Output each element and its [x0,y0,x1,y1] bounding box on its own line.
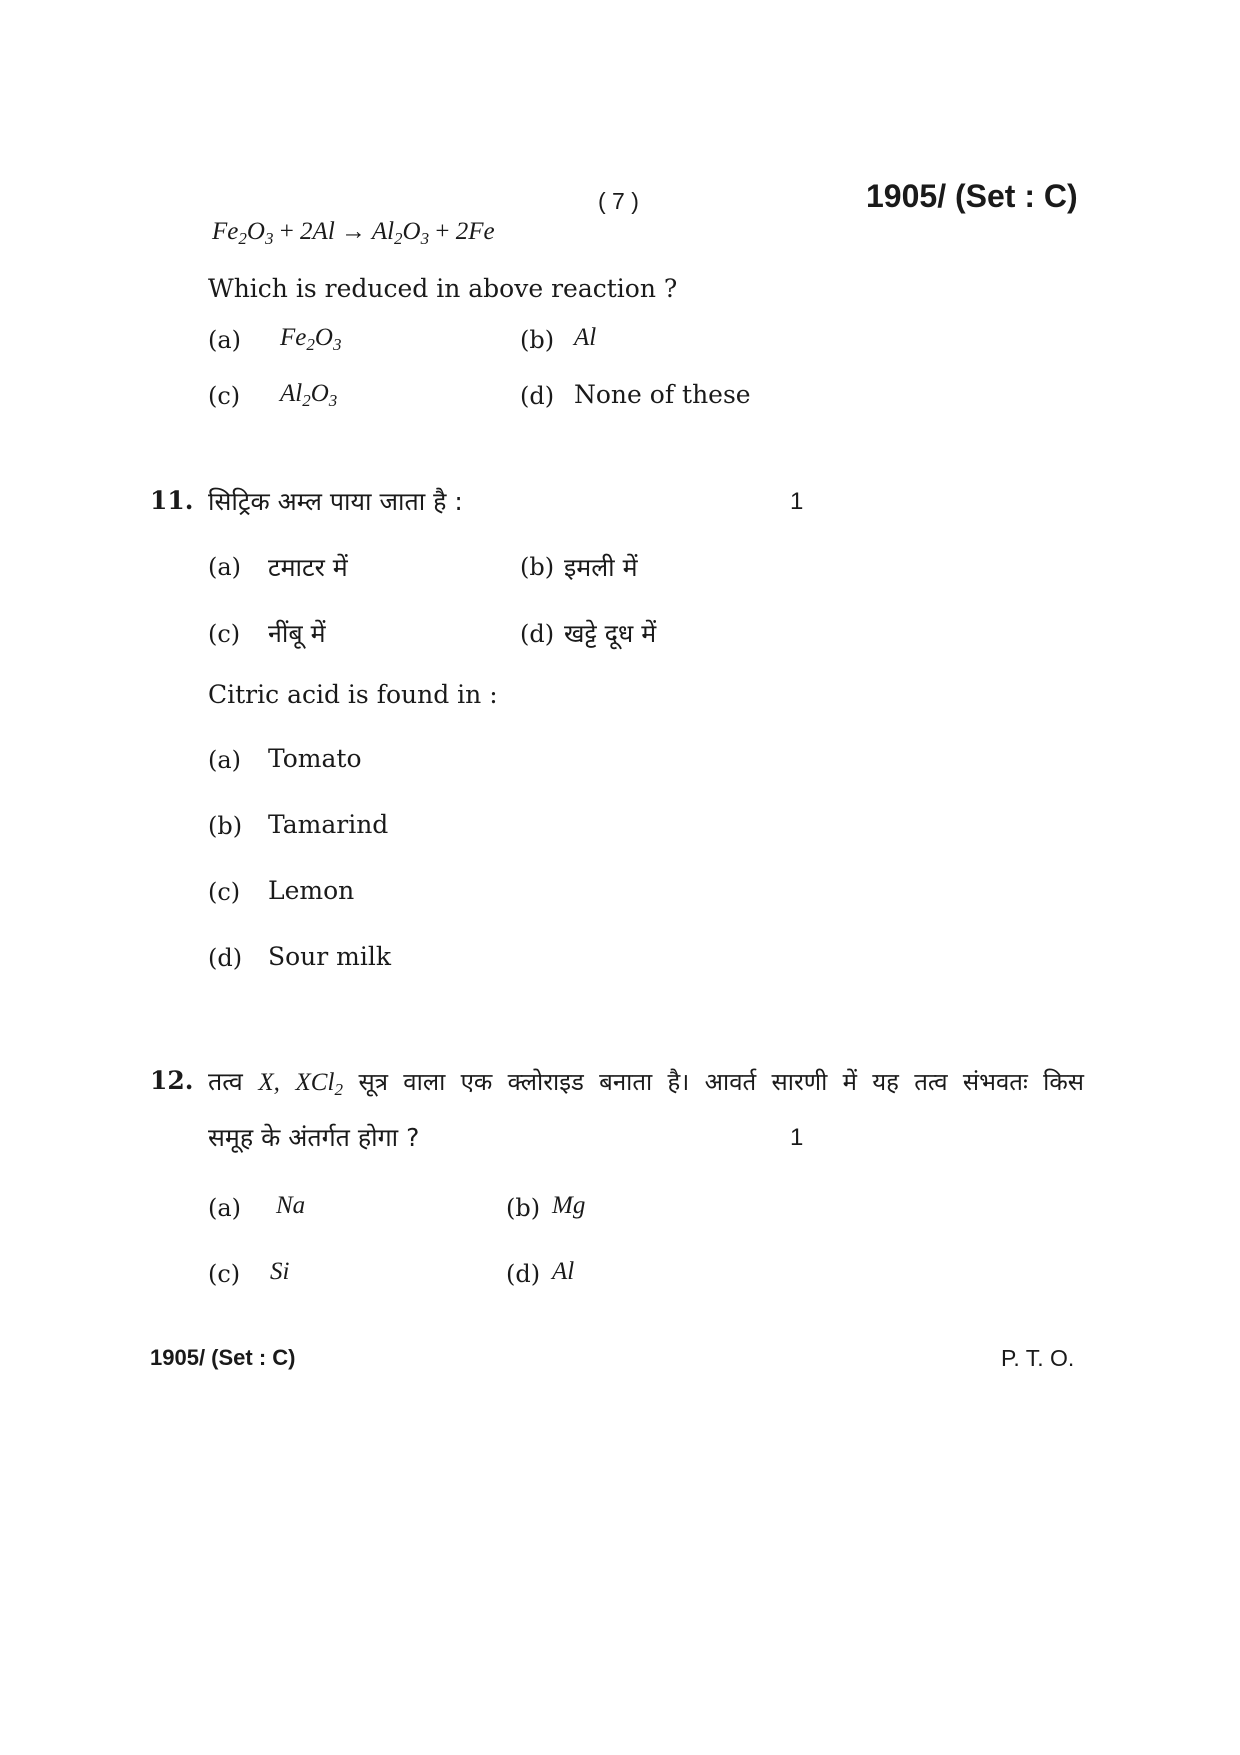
q11-hi-option-a-label: (a) [208,553,242,581]
q12-question-line1: तत्व X, XCl$_2$ सूत्र वाला एक क्लोराइड बनाता है। आवर्त सारणी में यह तत्व संभवतः किस [208,1067,1084,1099]
q12-formula: XCl$_2$ [295,1069,343,1099]
q11-hi-option-c-text: नींबू में [268,619,326,648]
q10-option-b-text: Al [574,324,597,351]
q12-option-c-label: (c) [208,1260,241,1288]
option-label: (a) [208,326,242,354]
q11-hi-option-b-label: (b) [520,553,555,581]
q12-option-c-text: Si [270,1258,290,1285]
q11-number: 11. [150,486,194,515]
page-number: ( 7 ) [598,188,639,214]
q12-option-a-label: (a) [208,1194,242,1222]
q10-option-a-formula: $Fe_2O_3$ [280,324,342,354]
q12-question-line2: समूह के अंतर्गत होगा ? [208,1123,420,1152]
q11-en-option-d-label: (d) [208,944,243,972]
q11-hi-option-d-label: (d) [520,620,555,648]
q11-hi-option-b-text: इमली में [564,553,638,582]
q10-option-d-text: None of these [574,380,751,409]
option-label: (b) [520,326,555,354]
q11-en-option-c-label: (c) [208,878,241,906]
option-label: (c) [208,382,241,410]
q11-en-option-a-label: (a) [208,746,242,774]
option-label: (d) [520,382,555,410]
q11-en-option-a-text: Tomato [268,744,362,773]
q11-en-option-d-text: Sour milk [268,942,392,971]
reaction-equation: $Fe_2O_3 + 2Al \to Al_2O_3 + 2Fe$ [212,218,495,248]
q10-option-b [520,326,554,354]
paper-code-header: 1905/ (Set : C) [866,178,1078,214]
q12-var-x: X, [258,1069,280,1096]
q11-question-english: Citric acid is found in : [208,680,498,709]
q10-option-a [208,326,241,354]
q12-option-b-label: (b) [506,1194,541,1222]
q12-option-b-text: Mg [552,1192,586,1219]
q10-option-c [208,382,240,410]
q12-option-a-text: Na [276,1192,306,1219]
q11-question-hindi: सिट्रिक अम्ल पाया जाता है : [208,487,463,516]
q10-question: Which is reduced in above reaction ? [208,274,678,303]
q11-en-option-b-label: (b) [208,812,243,840]
paper-code-footer: 1905/ (Set : C) [150,1345,296,1370]
q10-option-d [520,382,554,410]
q12-option-d-label: (d) [506,1260,541,1288]
q12-marks: 1 [790,1124,804,1151]
q12-option-d-text: Al [552,1258,575,1285]
q11-en-option-b-text: Tamarind [268,810,389,839]
q11-marks: 1 [790,488,804,515]
please-turn-over: P. T. O. [1001,1345,1075,1371]
q10-option-c-formula: $Al_2O_3$ [280,380,338,410]
q11-hi-option-c-label: (c) [208,620,241,648]
q11-hi-option-d-text: खट्टे दूध में [564,619,657,648]
q12-number: 12. [150,1066,194,1095]
q11-hi-option-a-text: टमाटर में [268,553,348,582]
q11-en-option-c-text: Lemon [268,876,355,905]
